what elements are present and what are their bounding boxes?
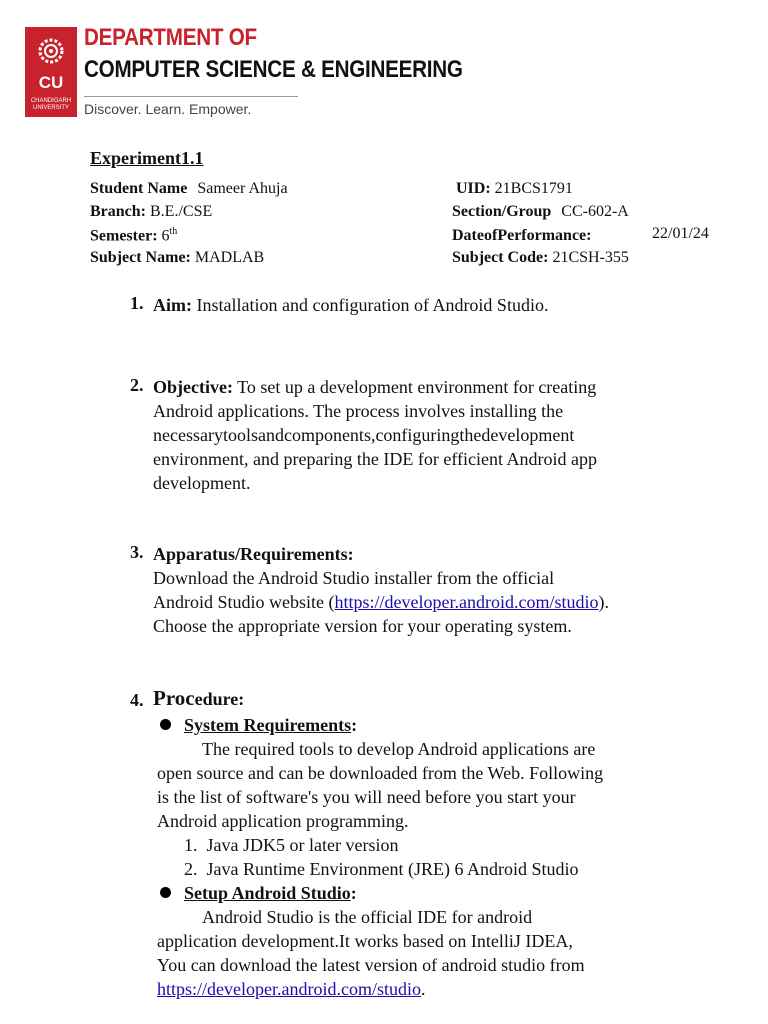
section-row — [452, 203, 629, 221]
setup-link-post: . — [420, 979, 426, 999]
uid-row — [456, 180, 573, 198]
apparatus-section — [153, 542, 609, 638]
bullet-icon — [160, 887, 171, 898]
uid-label: UID: — [456, 180, 491, 197]
date-label-row — [452, 227, 591, 245]
objective-line4: environment, and preparing the IDE for efficient Android app — [153, 449, 598, 469]
objective-line1: To set up a development environment for creating — [237, 377, 597, 397]
semester-suffix: th — [169, 226, 178, 237]
procedure-number: 4. — [130, 690, 144, 710]
aim-label: Aim: — [153, 295, 192, 315]
student-name-label: Student Name — [90, 180, 188, 197]
setup-android-studio-link[interactable]: https://developer.android.com/studio — [157, 979, 421, 999]
setup-title: Setup Android Studio — [184, 883, 351, 903]
system-req-line4: Android application programming. — [157, 811, 409, 831]
setup-body — [157, 905, 585, 1001]
apparatus-number: 3. — [130, 542, 144, 562]
subject-code-label: Subject Code: — [452, 249, 549, 266]
aim-number: 1. — [130, 293, 144, 313]
setup-colon: : — [350, 883, 357, 903]
procedure-label-rest: edure: — [194, 689, 245, 709]
list-item-text: Java Runtime Environment (JRE) 6 Android Studio — [206, 859, 579, 879]
date-value: 22/01/24 — [652, 225, 709, 242]
android-studio-link[interactable]: https://developer.android.com/studio — [334, 592, 599, 612]
system-requirements-colon: : — [351, 715, 358, 735]
experiment-title: Experiment1.1 — [90, 148, 204, 168]
objective-number: 2. — [130, 375, 144, 395]
system-req-line1: The required tools to develop Android applications are — [202, 739, 596, 759]
setup-line2: application development.It works based on IntelliJ IDEA, — [157, 931, 573, 951]
list-item-number: 2. — [184, 859, 198, 879]
list-item-number: 1. — [184, 835, 198, 855]
system-req-line3: is the list of software's you will need before you start your — [157, 787, 576, 807]
semester-label: Semester: — [90, 227, 158, 245]
bullet-icon — [160, 719, 171, 730]
setup-line1: Android Studio is the official IDE for android — [202, 907, 533, 927]
student-name-value: Sameer Ahuja — [197, 180, 288, 197]
objective-line5: development. — [153, 473, 251, 493]
header-divider — [84, 96, 298, 97]
logo-text: CU — [38, 73, 64, 92]
subject-code-row — [452, 249, 629, 267]
semester-row — [90, 226, 177, 245]
procedure-label-big: Proc — [153, 686, 195, 710]
aim-section — [153, 293, 548, 317]
setup-heading — [184, 881, 357, 905]
section-value: CC-602-A — [561, 203, 629, 220]
department-line1: DEPARTMENT OF — [84, 24, 257, 51]
branch-row — [90, 203, 212, 221]
uid-value: 21BCS1791 — [494, 180, 573, 197]
software-list — [184, 833, 578, 881]
gear-emblem-icon — [33, 33, 69, 69]
system-requirements-heading — [184, 713, 357, 737]
apparatus-line2-post: ). — [598, 592, 609, 612]
subject-code-value: 21CSH-355 — [552, 249, 629, 266]
apparatus-line1: Download the Android Studio installer from the official — [153, 568, 555, 588]
system-requirements-title: System Requirements — [184, 715, 352, 735]
list-item — [184, 833, 578, 857]
system-req-line2: open source and can be downloaded from the Web. Following — [157, 763, 604, 783]
subject-name-row — [90, 249, 264, 267]
apparatus-line2-pre: Android Studio website ( — [153, 592, 335, 612]
apparatus-label: Apparatus/Requirements: — [153, 544, 354, 564]
semester-value: 6 — [161, 227, 170, 245]
subject-name-value: MADLAB — [194, 249, 265, 266]
setup-line3: You can download the latest version of android studio from — [157, 955, 585, 975]
procedure-heading — [153, 686, 244, 711]
objective-line2: Android applications. The process involves installing the — [153, 401, 564, 421]
system-requirements-body — [157, 737, 603, 833]
objective-line3: necessarytoolsandcomponents,configuringthedevelopment — [153, 425, 575, 445]
branch-value: B.E./CSE — [150, 203, 213, 220]
list-item-text: Java JDK5 or later version — [206, 835, 399, 855]
department-line2: COMPUTER SCIENCE & ENGINEERING — [84, 56, 463, 83]
section-label: Section/Group — [452, 203, 552, 220]
logo-subtext: CHANDIGARH UNIVERSITY — [30, 98, 72, 111]
objective-label: Objective: — [153, 377, 233, 397]
date-label: DateofPerformance: — [452, 227, 592, 244]
student-name-row — [90, 180, 288, 198]
university-logo — [25, 27, 77, 117]
subject-name-label: Subject Name: — [90, 249, 191, 266]
branch-label: Branch: — [90, 203, 146, 220]
objective-section — [153, 375, 597, 495]
aim-text: Installation and configuration of Android Studio. — [196, 295, 549, 315]
apparatus-line3: Choose the appropriate version for your operating system. — [153, 616, 572, 636]
tagline: Discover. Learn. Empower. — [84, 101, 252, 117]
list-item — [184, 857, 578, 881]
